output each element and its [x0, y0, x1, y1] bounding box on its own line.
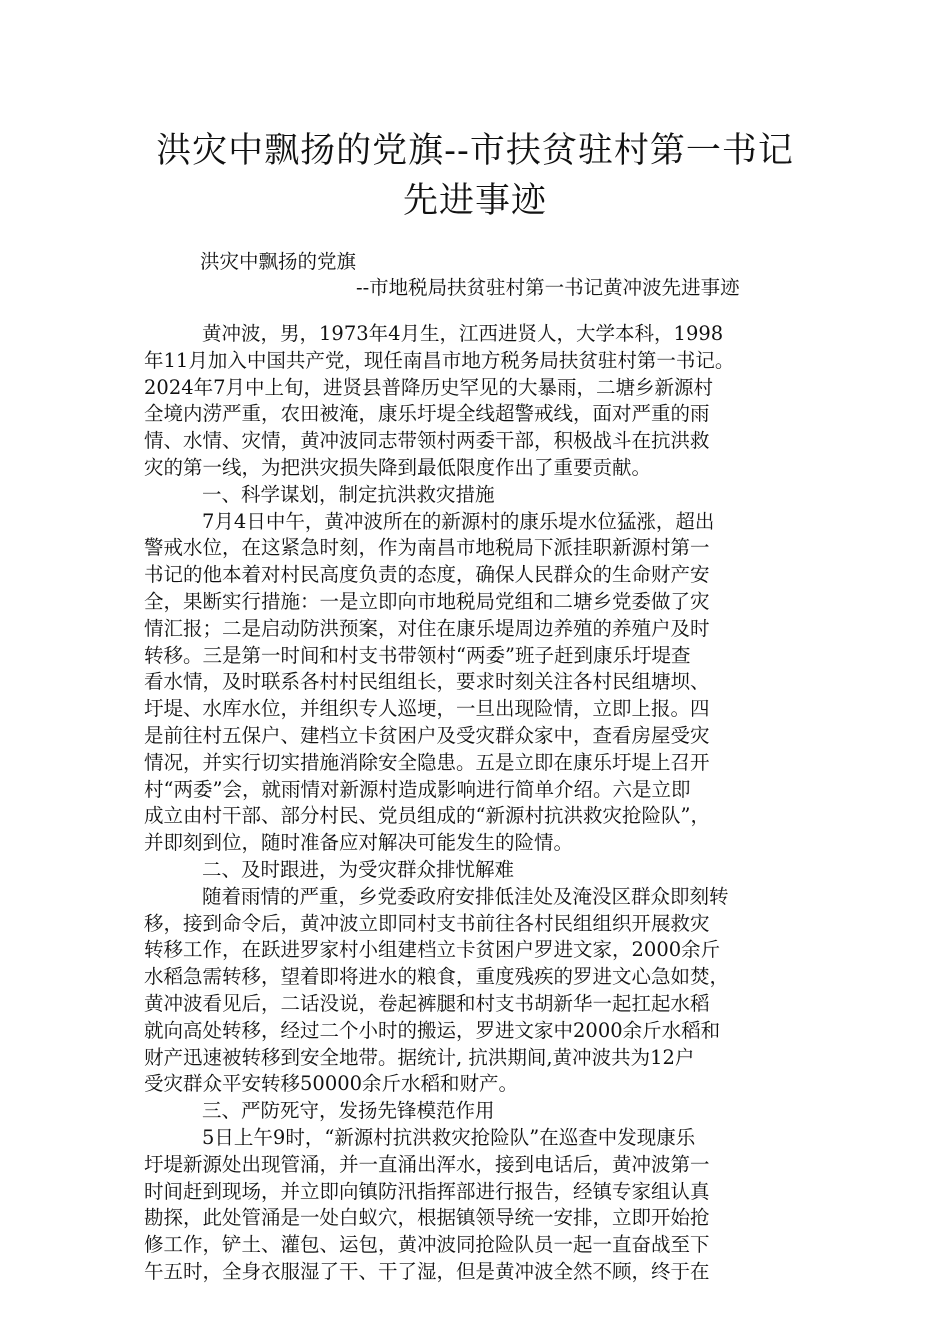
text-line: 黄冲波看见后，二话没说，卷起裤腿和村支书胡新华一起扛起水稻: [144, 991, 710, 1015]
text-line: 随着雨情的严重，乡党委政府安排低洼处及淹没区群众即刻转: [202, 884, 729, 908]
text-line: 看水情，及时联系各村村民组组长，要求时刻关注各村民组塘坝、: [144, 670, 710, 694]
text-line: 并即刻到位，随时准备应对解决可能发生的险情。: [144, 831, 574, 855]
text-line: 5日上午9时，“新源村抗洪救灾抢险队”在巡查中发现康乐: [202, 1125, 696, 1149]
text-line: 圩堤新源处出现管涌，并一直涌出浑水，接到电话后，黄冲波第一: [144, 1152, 710, 1176]
document-title-line-1: 洪灾中飘扬的党旗--市扶贫驻村第一书记: [156, 131, 794, 171]
section-heading: 三、严防死守，发扬先锋模范作用: [202, 1099, 495, 1123]
text-line: 7月4日中午，黄冲波所在的新源村的康乐堤水位猛涨，超出: [202, 509, 715, 533]
text-line: 村“两委”会，就雨情对新源村造成影响进行简单介绍。六是立即: [144, 777, 691, 801]
article-body: [144, 321, 814, 1286]
text-line: 财产迅速被转移到安全地带。据统计, 抗洪期间,黄冲波共为12户: [144, 1045, 695, 1069]
text-line: 转移。三是第一时间和村支书带领村“两委”班子赶到康乐圩堤查: [144, 643, 691, 667]
text-line: 灾的第一线，为把洪灾损失降到最低限度作出了重要贡献。: [144, 455, 652, 479]
text-line: 情汇报；二是启动防洪预案，对住在康乐堤周边养殖的养殖户及时: [144, 616, 710, 640]
text-line: 2024年7月中上旬，进贤县普降历史罕见的大暴雨，二塘乡新源村: [144, 375, 714, 399]
text-line: 转移工作，在跃进罗家村小组建档立卡贫困户罗进文家，2000余斤: [144, 938, 721, 962]
text-line: 书记的他本着对村民高度负责的态度，确保人民群众的生命财产安: [144, 563, 710, 587]
text-line: 情、水情、灾情，黄冲波同志带领村两委干部，积极战斗在抗洪救: [144, 429, 710, 453]
text-line: 年11月加入中国共产党，现任南昌市地方税务局扶贫驻村第一书记。: [144, 348, 735, 372]
text-line: 黄冲波，男，1973年4月生，江西进贤人，大学本科，1998: [202, 322, 724, 345]
text-line: 情况，并实行切实措施消除安全隐患。五是立即在康乐圩堤上召开: [144, 750, 710, 774]
section-heading: 二、及时跟进，为受灾群众排忧解难: [202, 857, 515, 881]
section-heading: 一、科学谋划，制定抗洪救灾措施: [202, 482, 495, 506]
text-line: 受灾群众平安转移50000余斤水稻和财产。: [144, 1072, 519, 1096]
text-line: 午五时，全身衣服湿了干、干了湿，但是黄冲波全然不顾，终于在: [144, 1259, 710, 1283]
text-line: 时间赶到现场，并立即向镇防汛指挥部进行报告，经镇专家组认真: [144, 1179, 710, 1203]
text-line: 是前往村五保户、建档立卡贫困户及受灾群众家中，查看房屋受灾: [144, 723, 710, 747]
subtitle-line-2: --市地税局扶贫驻村第一书记黄冲波先进事迹: [356, 276, 740, 299]
text-line: 警戒水位，在这紧急时刻，作为南昌市地税局下派挂职新源村第一: [144, 536, 710, 560]
text-line: 移，接到命令后，黄冲波立即同村支书前往各村民组组织开展救灾: [144, 911, 710, 935]
text-line: 成立由村干部、部分村民、党员组成的“新源村抗洪救灾抢险队”，: [144, 804, 710, 828]
text-line: 全境内涝严重，农田被淹，康乐圩堤全线超警戒线，面对严重的雨: [144, 402, 710, 426]
text-line: 水稻急需转移，望着即将进水的粮食，重度残疾的罗进文心急如焚，: [144, 965, 730, 989]
subtitle-line-1: 洪灾中飘扬的党旗: [200, 250, 357, 273]
text-line: 圩堤、水库水位，并组织专人巡埂，一旦出现险情，立即上报。四: [144, 697, 710, 721]
text-line: 勘探，此处管涌是一处白蚁穴，根据镇领导统一安排，立即开始抢: [144, 1206, 710, 1230]
document-title-line-2: 先进事迹: [402, 181, 547, 221]
text-line: 就向高处转移，经过二个小时的搬运，罗进文家中2000余斤水稻和: [144, 1018, 721, 1042]
text-line: 全，果断实行措施：一是立即向市地税局党组和二塘乡党委做了灾: [144, 589, 710, 613]
text-line: 修工作，铲土、灌包、运包，黄冲波同抢险队员一起一直奋战至下: [144, 1233, 710, 1257]
